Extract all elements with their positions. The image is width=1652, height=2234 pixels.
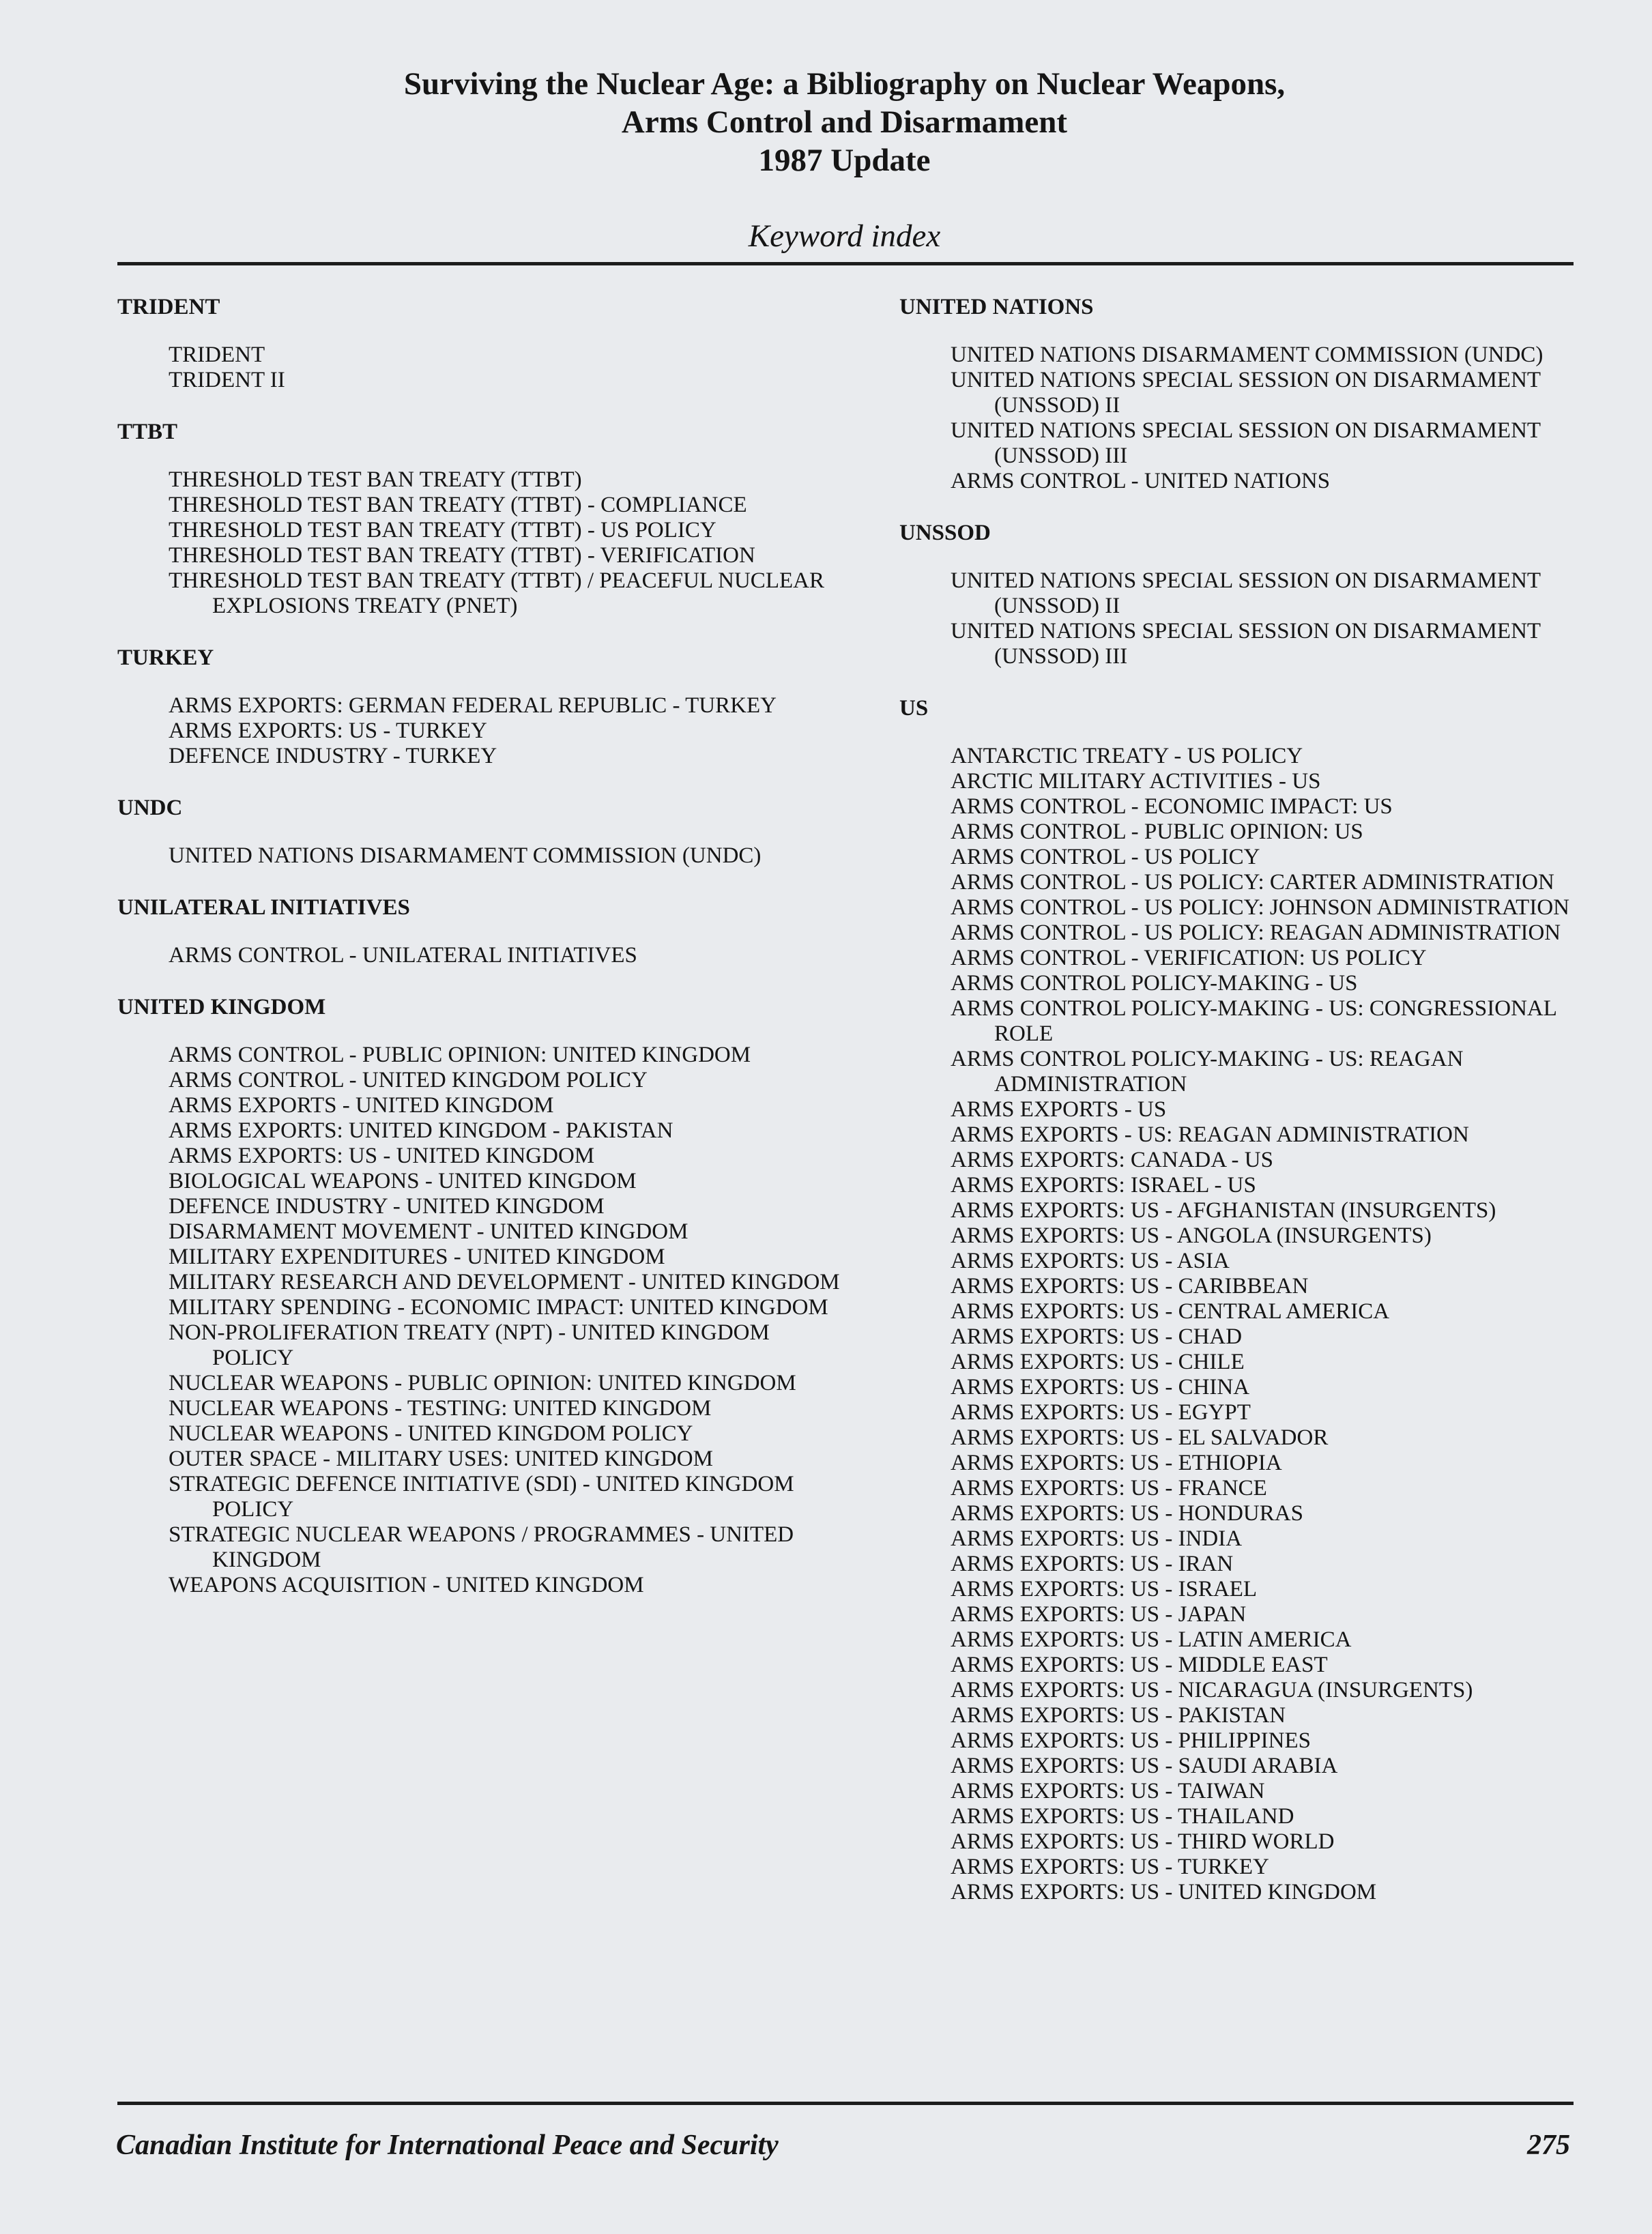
index-entry-list bbox=[117, 693, 841, 769]
index-entry: ARMS EXPORTS: US - ISRAEL bbox=[951, 1577, 1258, 1601]
index-entry: ARMS EXPORTS: GERMAN FEDERAL REPUBLIC - TURKEY bbox=[169, 693, 777, 718]
index-entry-list bbox=[899, 568, 1582, 669]
index-entry: THRESHOLD TEST BAN TREATY (TTBT) bbox=[169, 467, 582, 492]
index-entry: NUCLEAR WEAPONS - UNITED KINGDOM POLICY bbox=[169, 1421, 693, 1446]
index-heading: TRIDENT bbox=[117, 295, 220, 319]
index-entry: ARMS EXPORTS: US - HONDURAS bbox=[951, 1501, 1303, 1526]
index-entry: ARMS EXPORTS: US - UNITED KINGDOM bbox=[169, 1144, 595, 1168]
index-entry: THRESHOLD TEST BAN TREATY (TTBT) / PEACEFUL NUCLEAR EXPLOSIONS TREATY (PNET) bbox=[169, 568, 824, 618]
index-entry: ARMS EXPORTS: ISRAEL - US bbox=[951, 1173, 1256, 1198]
index-entry: ARMS EXPORTS: US - NICARAGUA (INSURGENTS) bbox=[951, 1678, 1473, 1702]
index-entry-list bbox=[117, 467, 841, 619]
index-entry: THRESHOLD TEST BAN TREATY (TTBT) - VERIFICATION bbox=[169, 543, 755, 568]
index-entry: ARCTIC MILITARY ACTIVITIES - US bbox=[951, 769, 1321, 794]
index-entry: ARMS EXPORTS: US - FRANCE bbox=[951, 1476, 1267, 1500]
publisher-name: Canadian Institute for International Peace and Security bbox=[116, 2130, 779, 2161]
index-entry: DEFENCE INDUSTRY - TURKEY bbox=[169, 744, 497, 768]
index-entry: THRESHOLD TEST BAN TREATY (TTBT) - COMPLIANCE bbox=[169, 493, 747, 517]
index-entry: NON-PROLIFERATION TREATY (NPT) - UNITED KINGDOM POLICY bbox=[169, 1320, 770, 1370]
top-divider bbox=[117, 262, 1574, 265]
index-entry: ARMS EXPORTS: US - CENTRAL AMERICA bbox=[951, 1299, 1390, 1324]
index-column-left bbox=[117, 295, 841, 1625]
index-entry: ARMS EXPORTS: US - JAPAN bbox=[951, 1602, 1247, 1627]
index-entry: ARMS EXPORTS: US - TAIWAN bbox=[951, 1779, 1265, 1803]
index-entry: NUCLEAR WEAPONS - TESTING: UNITED KINGDOM bbox=[169, 1396, 712, 1421]
index-entry: ARMS EXPORTS: US - LATIN AMERICA bbox=[951, 1627, 1352, 1652]
document-title bbox=[205, 65, 1484, 179]
index-entry: STRATEGIC DEFENCE INITIATIVE (SDI) - UNITED KINGDOM POLICY bbox=[169, 1472, 794, 1522]
index-entry-list bbox=[117, 1043, 841, 1598]
index-entry: ARMS CONTROL - PUBLIC OPINION: UNITED KINGDOM bbox=[169, 1043, 751, 1067]
index-entry: UNITED NATIONS DISARMAMENT COMMISSION (UNDC) bbox=[951, 343, 1544, 367]
index-entry: ARMS EXPORTS: US - SAUDI ARABIA bbox=[951, 1754, 1338, 1778]
index-entry: TRIDENT bbox=[169, 343, 265, 367]
index-heading: UNDC bbox=[117, 796, 183, 820]
index-entry: ARMS EXPORTS: UNITED KINGDOM - PAKISTAN bbox=[169, 1118, 673, 1143]
index-entry: UNITED NATIONS SPECIAL SESSION ON DISARMAMENT (UNSSOD) III bbox=[951, 418, 1541, 468]
index-entry: WEAPONS ACQUISITION - UNITED KINGDOM bbox=[169, 1573, 644, 1597]
index-entry: ARMS CONTROL - PUBLIC OPINION: US bbox=[951, 819, 1363, 844]
index-entry: ARMS EXPORTS: US - AFGHANISTAN (INSURGENTS) bbox=[951, 1198, 1496, 1223]
index-entry: ARMS EXPORTS: US - INDIA bbox=[951, 1526, 1243, 1551]
index-entry: ARMS EXPORTS: US - CARIBBEAN bbox=[951, 1274, 1309, 1299]
index-heading: UNITED KINGDOM bbox=[117, 995, 326, 1019]
index-entry: ARMS EXPORTS: US - EL SALVADOR bbox=[951, 1425, 1329, 1450]
index-entry: BIOLOGICAL WEAPONS - UNITED KINGDOM bbox=[169, 1169, 637, 1193]
index-heading: TTBT bbox=[117, 420, 178, 444]
index-entry: ARMS EXPORTS - US bbox=[951, 1097, 1167, 1122]
index-entry: MILITARY RESEARCH AND DEVELOPMENT - UNITED KINGDOM bbox=[169, 1270, 840, 1294]
title-line-2: Arms Control and Disarmament bbox=[621, 104, 1068, 140]
index-entry: ARMS EXPORTS: US - PHILIPPINES bbox=[951, 1728, 1311, 1753]
index-entry: ARMS EXPORTS: US - CHILE bbox=[951, 1350, 1245, 1374]
index-entry-list bbox=[899, 744, 1582, 1905]
index-entry: ARMS CONTROL - UNITED KINGDOM POLICY bbox=[169, 1068, 648, 1092]
bottom-divider bbox=[117, 2102, 1574, 2105]
index-entry: TRIDENT II bbox=[169, 368, 285, 392]
index-entry: ARMS CONTROL - US POLICY: JOHNSON ADMINISTRATION bbox=[951, 895, 1569, 920]
index-entry: MILITARY EXPENDITURES - UNITED KINGDOM bbox=[169, 1245, 665, 1269]
index-entry: ARMS EXPORTS: US - TURKEY bbox=[951, 1855, 1269, 1879]
index-entry: ARMS CONTROL POLICY-MAKING - US: CONGRESSIONAL ROLE bbox=[951, 996, 1556, 1046]
index-heading: TURKEY bbox=[117, 645, 214, 670]
index-entry: ARMS CONTROL - ECONOMIC IMPACT: US bbox=[951, 794, 1393, 819]
index-entry: ARMS EXPORTS: US - CHAD bbox=[951, 1324, 1243, 1349]
index-entry: MILITARY SPENDING - ECONOMIC IMPACT: UNITED KINGDOM bbox=[169, 1295, 828, 1320]
index-entry: STRATEGIC NUCLEAR WEAPONS / PROGRAMMES - UNITED KINGDOM bbox=[169, 1522, 794, 1572]
index-entry: OUTER SPACE - MILITARY USES: UNITED KINGDOM bbox=[169, 1447, 713, 1471]
index-heading: UNILATERAL INITIATIVES bbox=[117, 895, 410, 920]
index-entry: ARMS CONTROL - US POLICY: CARTER ADMINISTRATION bbox=[951, 870, 1554, 895]
index-entry: ARMS EXPORTS: US - THIRD WORLD bbox=[951, 1829, 1335, 1854]
index-entry: ARMS CONTROL - US POLICY: REAGAN ADMINISTRATION bbox=[951, 920, 1561, 945]
index-entry-list bbox=[117, 343, 841, 393]
index-heading: US bbox=[899, 696, 929, 721]
page-number: 275 bbox=[1527, 2130, 1570, 2161]
index-entry: THRESHOLD TEST BAN TREATY (TTBT) - US POLICY bbox=[169, 518, 716, 542]
index-entry: ARMS CONTROL POLICY-MAKING - US bbox=[951, 971, 1358, 996]
index-entry: ARMS EXPORTS - UNITED KINGDOM bbox=[169, 1093, 554, 1118]
index-entry: UNITED NATIONS SPECIAL SESSION ON DISARMAMENT (UNSSOD) II bbox=[951, 568, 1541, 618]
index-heading: UNSSOD bbox=[899, 521, 991, 545]
index-entry: ARMS EXPORTS: US - MIDDLE EAST bbox=[951, 1653, 1328, 1677]
index-entry: ARMS CONTROL - UNITED NATIONS bbox=[951, 469, 1331, 493]
index-entry: ARMS EXPORTS: US - PAKISTAN bbox=[951, 1703, 1286, 1728]
index-entry: ARMS EXPORTS: US - EGYPT bbox=[951, 1400, 1251, 1425]
index-entry: ANTARCTIC TREATY - US POLICY bbox=[951, 744, 1303, 768]
title-line-3: 1987 Update bbox=[758, 143, 931, 178]
index-entry: NUCLEAR WEAPONS - PUBLIC OPINION: UNITED KINGDOM bbox=[169, 1371, 796, 1395]
section-subtitle: Keyword index bbox=[748, 218, 941, 254]
index-entry: ARMS CONTROL - VERIFICATION: US POLICY bbox=[951, 946, 1427, 970]
index-entry: ARMS EXPORTS: US - CHINA bbox=[951, 1375, 1250, 1399]
index-entry: ARMS EXPORTS: US - ASIA bbox=[951, 1249, 1230, 1273]
index-entry: ARMS EXPORTS: US - ETHIOPIA bbox=[951, 1451, 1282, 1475]
index-entry: ARMS CONTROL POLICY-MAKING - US: REAGAN ADMINISTRATION bbox=[951, 1047, 1464, 1097]
index-entry: UNITED NATIONS SPECIAL SESSION ON DISARMAMENT (UNSSOD) II bbox=[951, 368, 1541, 418]
index-entry: UNITED NATIONS SPECIAL SESSION ON DISARMAMENT (UNSSOD) III bbox=[951, 619, 1541, 669]
index-entry: ARMS EXPORTS: US - THAILAND bbox=[951, 1804, 1294, 1829]
index-entry: ARMS CONTROL - UNILATERAL INITIATIVES bbox=[169, 943, 637, 968]
index-entry: ARMS EXPORTS - US: REAGAN ADMINISTRATION bbox=[951, 1122, 1469, 1147]
index-entry: ARMS EXPORTS: US - TURKEY bbox=[169, 719, 487, 743]
index-entry: DISARMAMENT MOVEMENT - UNITED KINGDOM bbox=[169, 1219, 689, 1244]
index-entry: ARMS EXPORTS: US - IRAN bbox=[951, 1552, 1234, 1576]
index-entry: ARMS EXPORTS: US - ANGOLA (INSURGENTS) bbox=[951, 1223, 1432, 1248]
index-entry: ARMS CONTROL - US POLICY bbox=[951, 845, 1260, 869]
title-line-1: Surviving the Nuclear Age: a Bibliography on Nuclear Weapons, bbox=[403, 66, 1286, 102]
index-entry: UNITED NATIONS DISARMAMENT COMMISSION (UNDC) bbox=[169, 843, 762, 868]
index-entry: ARMS EXPORTS: CANADA - US bbox=[951, 1148, 1273, 1172]
index-entry-list bbox=[899, 343, 1582, 494]
index-heading: UNITED NATIONS bbox=[899, 295, 1094, 319]
index-column-right bbox=[899, 295, 1582, 1932]
index-entry-list bbox=[117, 843, 841, 869]
index-entry: DEFENCE INDUSTRY - UNITED KINGDOM bbox=[169, 1194, 605, 1219]
index-entry-list bbox=[117, 943, 841, 968]
index-entry: ARMS EXPORTS: US - UNITED KINGDOM bbox=[951, 1880, 1377, 1904]
